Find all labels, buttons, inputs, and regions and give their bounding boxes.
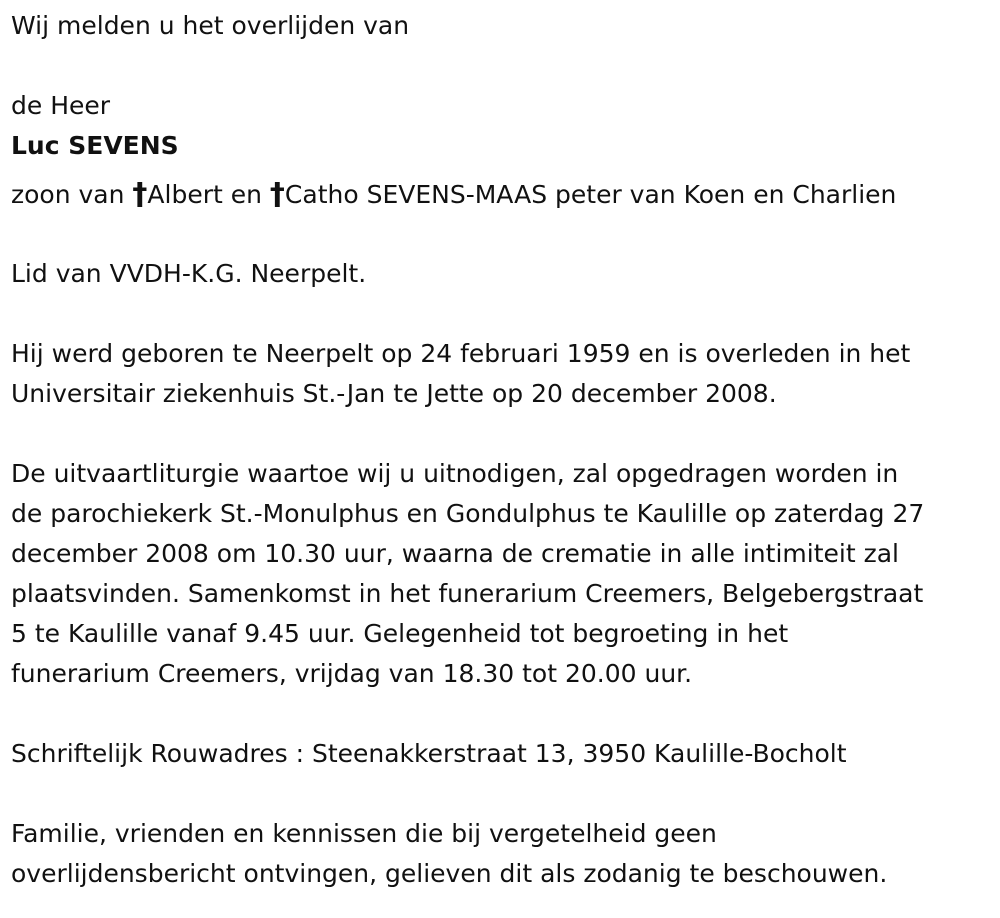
paragraph-line: plaatsvinden. Samenkomst in het funerarium Creemers, Belgebergstraat (11, 579, 924, 608)
paragraph-line: Universitair ziekenhuis St.-Jan te Jette op 20 december 2008. (11, 379, 777, 408)
paragraph-line: december 2008 om 10.30 uur, waarna de crematie in alle intimiteit zal (11, 539, 899, 568)
birth-death-paragraph (11, 334, 996, 414)
paragraph-line: 5 te Kaulille vanaf 9.45 uur. Gelegenheid tot begroeting in het (11, 619, 789, 648)
paragraph-line: Hij werd geboren te Neerpelt op 24 februari 1959 en is overleden in het (11, 339, 911, 368)
paragraph-line: De uitvaartliturgie waartoe wij u uitnodigen, zal opgedragen worden in (11, 459, 899, 488)
cross-icon: † (269, 177, 285, 212)
paragraph-line: de parochiekerk St.-Monulphus en Gondulphus te Kaulille op zaterdag 27 (11, 499, 925, 528)
mother-name: Catho SEVENS-MAAS peter van Koen en Charlien (284, 180, 897, 209)
honorific: de Heer (11, 91, 111, 120)
cross-icon: † (132, 177, 148, 212)
funeral-paragraph (11, 454, 996, 694)
deceased-name: Luc SEVENS (11, 131, 179, 160)
parents-prefix: zoon van (11, 180, 133, 209)
mourning-address: Schriftelijk Rouwadres : Steenakkerstraat 13, 3950 Kaulille-Bocholt (11, 739, 847, 768)
paragraph-line: Familie, vrienden en kennissen die bij vergetelheid geen (11, 819, 717, 848)
membership-text: Lid van VVDH-K.G. Neerpelt. (11, 259, 367, 288)
parents-line (11, 174, 996, 214)
father-name: Albert en (147, 180, 270, 209)
paragraph-line: overlijdensbericht ontvingen, gelieven dit als zodanig te beschouwen. (11, 859, 888, 888)
paragraph-line: funerarium Creemers, vrijdag van 18.30 tot 20.00 uur. (11, 659, 693, 688)
death-notice (11, 6, 996, 894)
intro-text: Wij melden u het overlijden van (11, 11, 410, 40)
closing-paragraph (11, 814, 996, 894)
